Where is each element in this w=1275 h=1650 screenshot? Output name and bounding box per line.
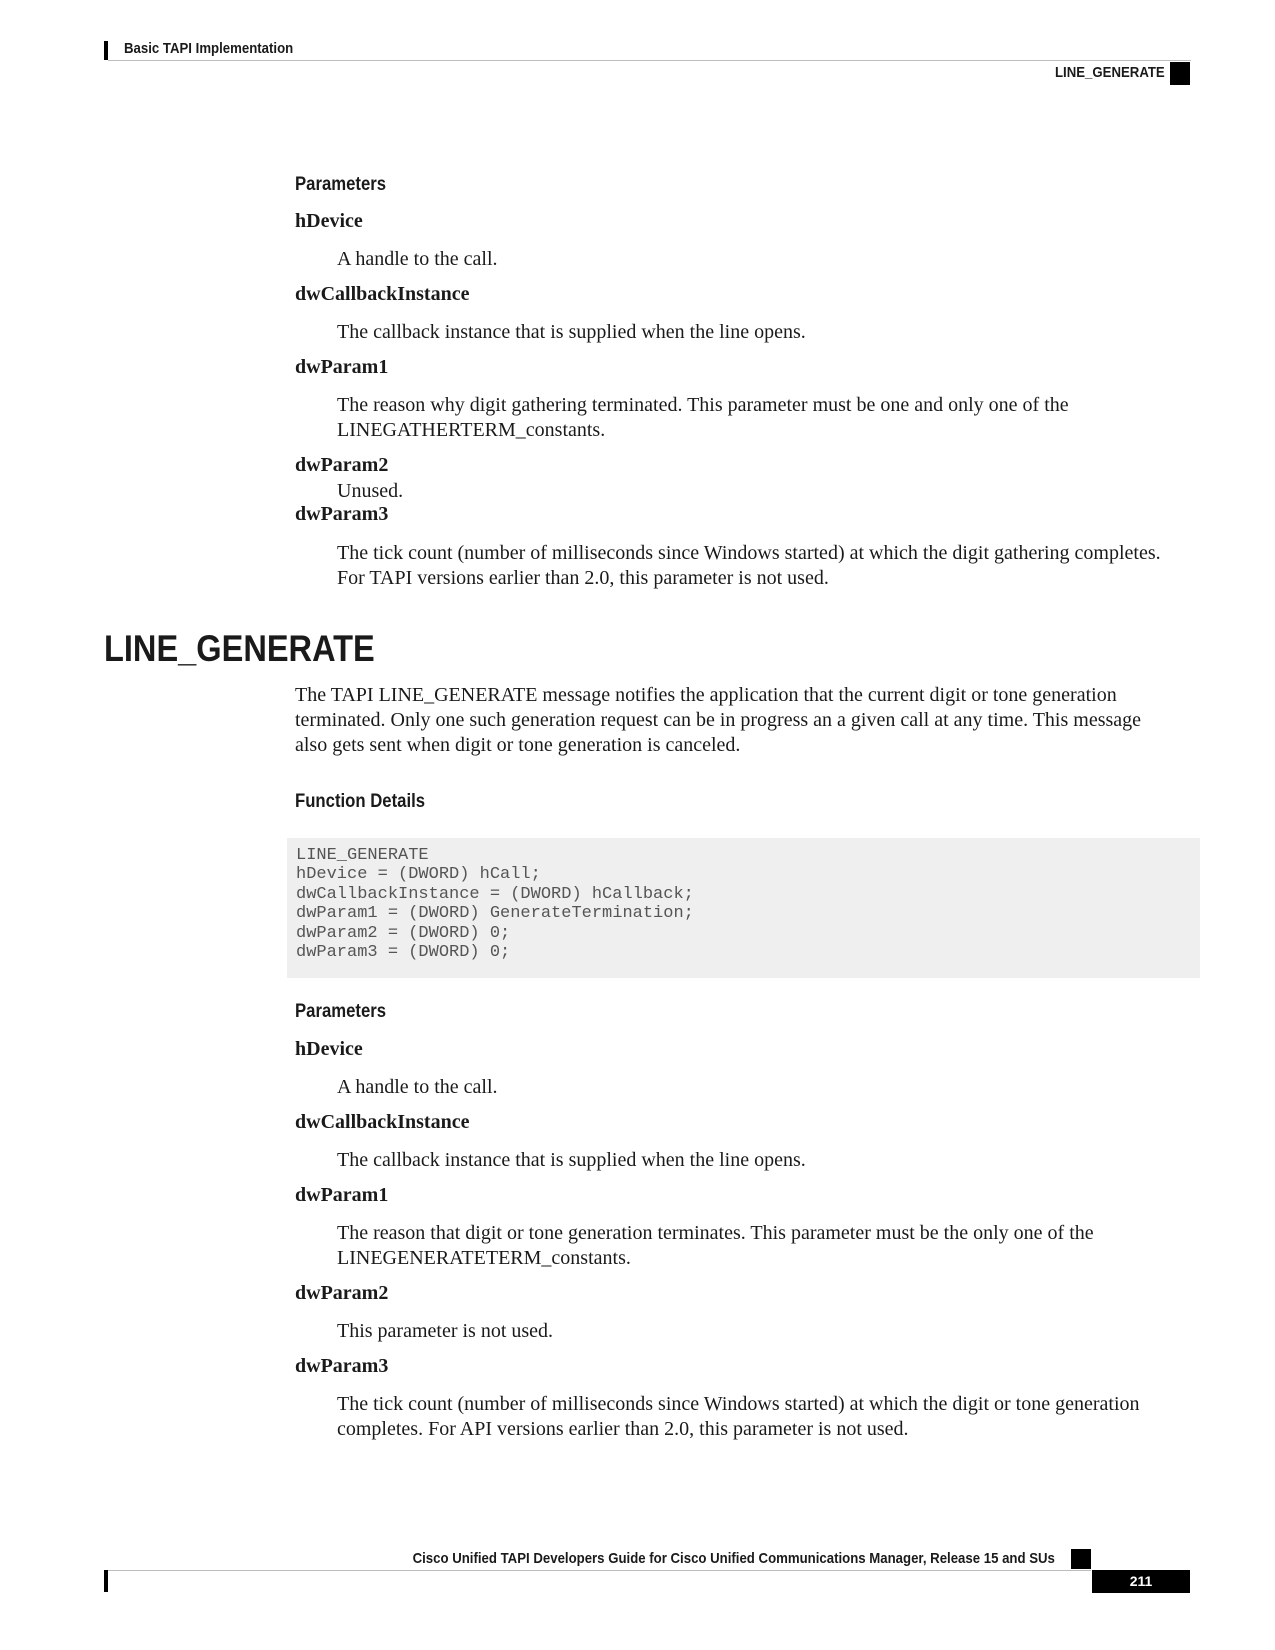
footer-bar — [104, 1570, 108, 1592]
param-desc: A handle to the call. — [337, 1076, 498, 1098]
param-desc-cont: completes. For API versions earlier than 2.0, this parameter is not used. — [337, 1418, 909, 1440]
intro-line: terminated. Only one such generation request can be in progress an a given call at any time. This message — [295, 709, 1142, 731]
param-term: dwCallbackInstance — [295, 283, 470, 305]
param-desc-cont: LINEGATHERTERM_constants. — [337, 419, 606, 441]
header-chapter: Basic TAPI Implementation — [124, 40, 294, 57]
code-line: LINE_GENERATE — [296, 846, 429, 865]
footer-title: Cisco Unified TAPI Developers Guide for Cisco Unified Communications Manager, Release 15 and SUs — [412, 1550, 1055, 1567]
parameters-heading: Parameters — [295, 174, 387, 195]
header-marker — [1170, 62, 1190, 85]
parameters-heading: Parameters — [295, 1001, 387, 1022]
code-line: dwCallbackInstance = (DWORD) hCallback; — [296, 885, 694, 904]
param-term: dwParam3 — [295, 503, 389, 525]
param-term: dwParam1 — [295, 356, 389, 378]
param-desc: The tick count (number of milliseconds since Windows started) at which the digit or tone generation — [337, 1393, 1140, 1415]
param-desc: The reason that digit or tone generation terminates. This parameter must be the only one of the — [337, 1222, 1094, 1244]
function-details-heading: Function Details — [295, 791, 426, 812]
param-term: dwParam2 — [295, 454, 389, 476]
header-bar — [104, 41, 108, 60]
section-title: LINE_GENERATE — [104, 628, 375, 669]
intro-line: also gets sent when digit or tone generation is canceled. — [295, 734, 741, 756]
page-number: 211 — [1092, 1570, 1190, 1593]
param-desc: The tick count (number of milliseconds since Windows started) at which the digit gathering completes. — [337, 542, 1161, 564]
footer-marker — [1071, 1549, 1091, 1569]
param-term: dwParam2 — [295, 1282, 389, 1304]
param-desc: Unused. — [337, 480, 404, 502]
param-term: dwParam3 — [295, 1355, 389, 1377]
code-line: hDevice = (DWORD) hCall; — [296, 865, 541, 884]
param-desc: The reason why digit gathering terminated. This parameter must be one and only one of the — [337, 394, 1069, 416]
param-term: hDevice — [295, 210, 363, 232]
param-desc: This parameter is not used. — [337, 1320, 554, 1342]
intro-line: The TAPI LINE_GENERATE message notifies the application that the current digit or tone generation — [295, 684, 1117, 706]
header-section: LINE_GENERATE — [1055, 64, 1165, 81]
code-line: dwParam2 = (DWORD) 0; — [296, 924, 511, 943]
param-desc: A handle to the call. — [337, 248, 498, 270]
param-desc-cont: LINEGENERATETERM_constants. — [337, 1247, 631, 1269]
code-line: dwParam1 = (DWORD) GenerateTermination; — [296, 904, 694, 923]
param-desc: The callback instance that is supplied when the line opens. — [337, 1149, 806, 1171]
param-desc: The callback instance that is supplied when the line opens. — [337, 321, 806, 343]
param-term: hDevice — [295, 1038, 363, 1060]
code-line: dwParam3 = (DWORD) 0; — [296, 943, 511, 962]
param-term: dwParam1 — [295, 1184, 389, 1206]
param-term: dwCallbackInstance — [295, 1111, 470, 1133]
param-desc-cont: For TAPI versions earlier than 2.0, this parameter is not used. — [337, 567, 829, 589]
header-rule — [108, 60, 1191, 61]
footer-rule — [108, 1570, 1091, 1571]
